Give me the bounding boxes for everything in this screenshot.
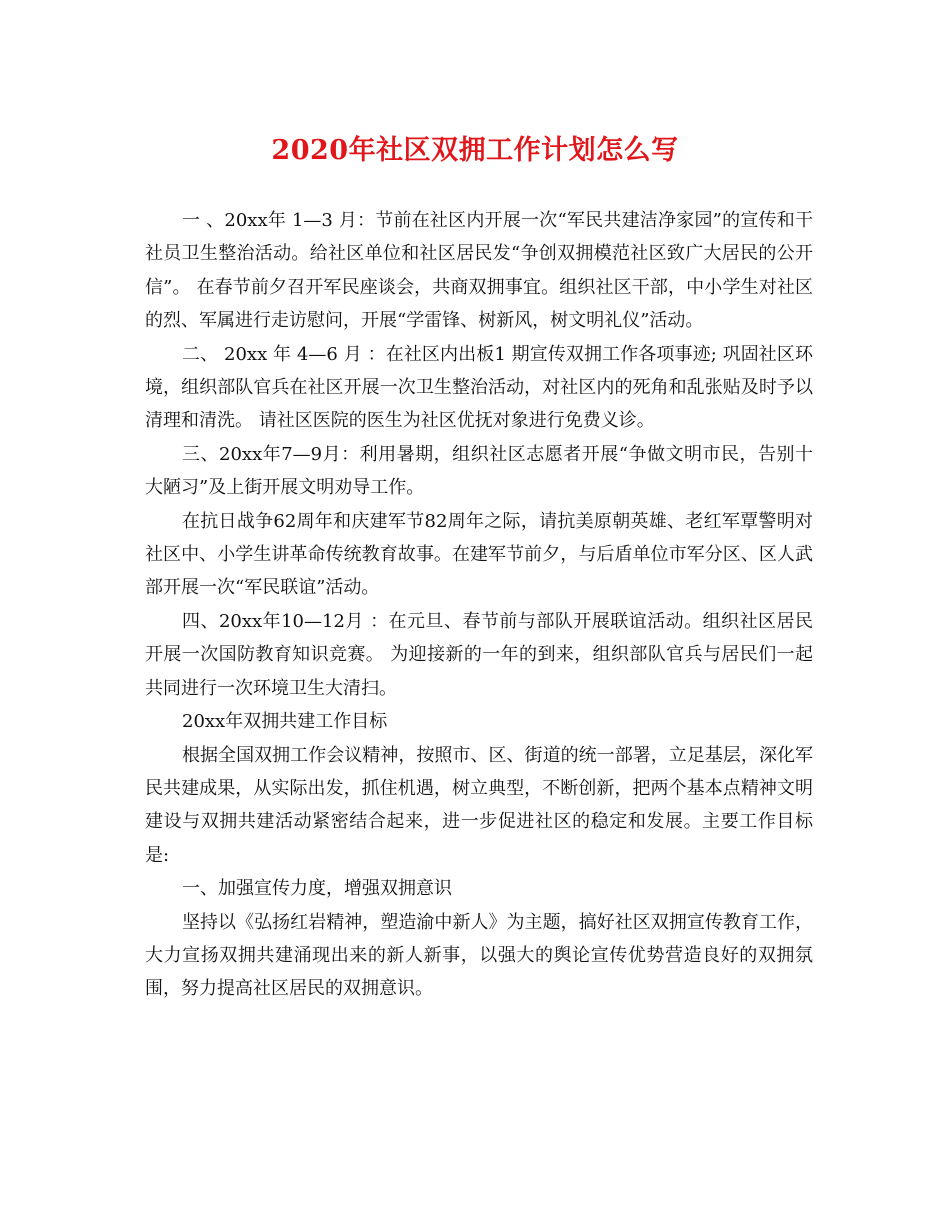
section-heading-goals: 20xx年双拥共建工作目标 (182, 711, 388, 733)
paragraph-plan-q1: 一 、20xx年 1—3 月：节前在社区内开展一次“军民共建洁净家园”的宣传和干社员卫生整治活动。给社区单位和社区居民发“争创双拥模范社区致广大居民的公开信”。 在春节前夕召开军民座谈会，共商双拥事宜。组织社区干部，中小学生对社区的烈、军属进行走访慰问，开展“学雷锋、树新风，树文明礼仪”活动。 (145, 210, 813, 332)
document-body (145, 204, 813, 1006)
paragraph-goals-intro: 根据全国双拥工作会议精神，按照市、区、街道的统一部署，立足基层，深化军民共建成果，从实际出发，抓住机遇，树立典型，不断创新，把两个基本点精神文明建设与双拥共建活动紧密结合起来，进一步促进社区的稳定和发展。主要工作目标是: (145, 744, 813, 866)
paragraph-anniversary: 在抗日战争62周年和庆建军节82周年之际，请抗美原朝英雄、老红军覃警明对社区中、小学生讲革命传统教育故事。在建军节前夕，与后盾单位市军分区、区人武部开展一次“军民联谊”活动。 (145, 510, 813, 599)
document-title: 2020年社区双拥工作计划怎么写 (271, 135, 679, 166)
paragraph-publicity: 坚持以《弘扬红岩精神，塑造渝中新人》为主题，搞好社区双拥宣传教育工作，大力宣扬双拥共建涌现出来的新人新事，以强大的舆论宣传优势营造良好的双拥氛围，努力提高社区居民的双拥意识。 (145, 911, 813, 1000)
paragraph-plan-q4: 四、20xx年10—12月 ：在元旦、春节前与部队开展联谊活动。组织社区居民开展一次国防教育知识竞赛。 为迎接新的一年的到来，组织部队官兵与居民们一起共同进行一次环境卫生大清扫。 (145, 610, 813, 699)
paragraph-plan-q3: 三、20xx年7—9月：利用暑期，组织社区志愿者开展“争做文明市民，告别十大陋习”及上街开展文明劝导工作。 (145, 443, 813, 499)
paragraph-plan-q2: 二、 20xx 年 4—6 月 ：在社区内出板1 期宣传双拥工作各项事迹; 巩固社区环境，组织部队官兵在社区开展一次卫生整治活动，对社区内的死角和乱张贴及时予以清理和清洗。 请社区医院的医生为社区优抚对象进行免费义诊。 (145, 343, 813, 432)
section-heading-publicity: 一、加强宣传力度，增强双拥意识 (182, 878, 452, 900)
